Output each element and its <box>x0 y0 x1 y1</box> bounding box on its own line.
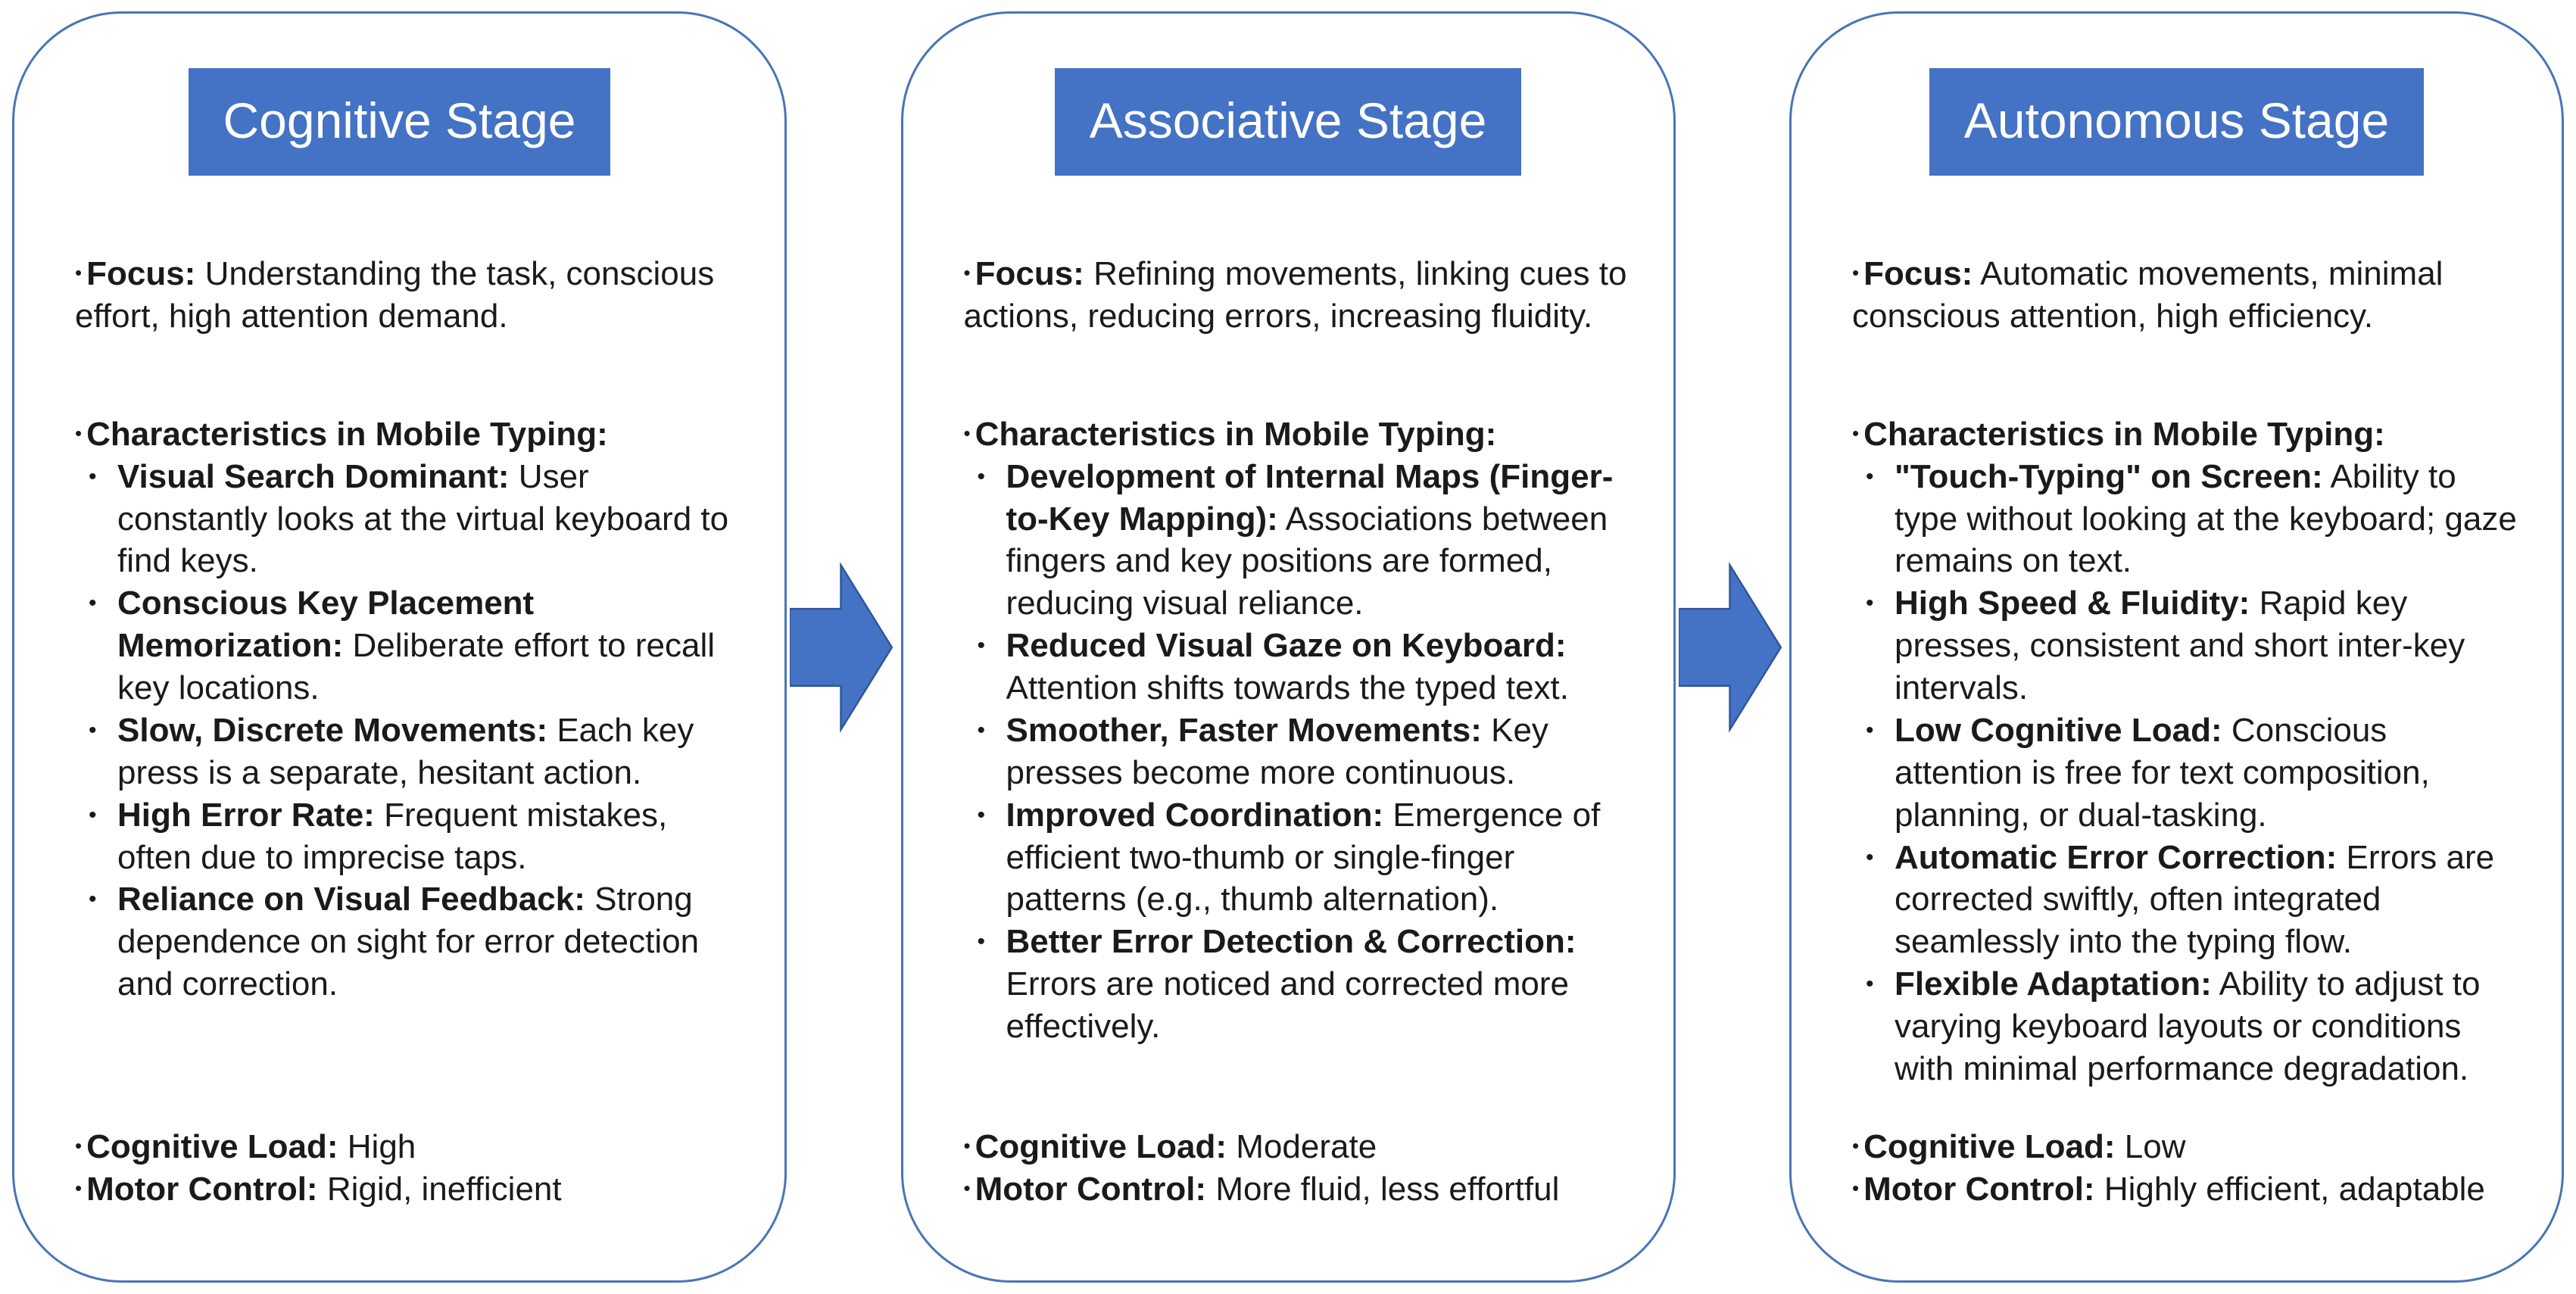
characteristic-item <box>1852 709 2524 837</box>
focus-text: Refining movements, linking cues to actions, reducing errors, increasing fluidity. <box>963 255 1627 335</box>
motor-control-line: • Motor Control: More fluid, less effortful <box>963 1171 1560 1208</box>
bullet-dot: • <box>89 591 97 616</box>
stage-title: Autonomous Stage <box>1929 68 2424 176</box>
item-text: Conscious attention is free for text composition, planning, or dual-tasking. <box>1895 711 2430 834</box>
item-label: "Touch-Typing" on Screen: <box>1895 457 2323 495</box>
bullet-dot: • <box>1866 463 1874 489</box>
item-label: Visual Search Dominant: <box>117 457 510 495</box>
bullet-dot: • <box>1866 971 1874 997</box>
panel-cognitive-stage <box>12 11 787 1283</box>
item-text: Errors are noticed and corrected more effectively. <box>1006 965 1569 1045</box>
item-label: Flexible Adaptation: <box>1895 965 2212 1003</box>
item-text: Emergence of efficient two-thumb or single-finger patterns (e.g., thumb alternation). <box>1006 796 1601 918</box>
cognitive-load-line: • Cognitive Load: Low <box>1852 1128 2186 1166</box>
item-label: Reliance on Visual Feedback: <box>117 881 585 918</box>
item-text: Associations between fingers and key positions are formed, reducing visual reliance. <box>1006 500 1608 622</box>
characteristic-item <box>964 794 1636 921</box>
bullet-dot: • <box>977 633 986 659</box>
right-arrow-icon <box>790 553 897 741</box>
bullet-dot: • <box>963 261 971 284</box>
item-text: Attention shifts towards the typed text. <box>1006 669 1570 706</box>
bullet-dot: • <box>89 463 97 489</box>
characteristics-list <box>964 456 1636 1048</box>
focus-label: Focus: <box>86 255 196 292</box>
bullet-dot: • <box>1852 1177 1860 1200</box>
bullet-dot: • <box>963 421 971 444</box>
stage-title: Associative Stage <box>1055 68 1522 176</box>
item-label: Reduced Visual Gaze on Keyboard: <box>1006 627 1567 665</box>
characteristic-item <box>964 625 1636 709</box>
characteristic-item <box>75 878 747 1006</box>
item-label: High Speed & Fluidity: <box>1895 585 2250 622</box>
characteristics-heading: • Characteristics in Mobile Typing: <box>1852 415 2385 453</box>
item-text: Deliberate effort to recall key locations. <box>117 627 716 706</box>
bullet-dot: • <box>89 802 97 828</box>
item-text: Errors are corrected swiftly, often integrated seamlessly into the typing flow. <box>1895 838 2495 961</box>
characteristic-item <box>75 582 747 709</box>
item-text: Ability to type without looking at the keyboard; gaze remains on text. <box>1895 457 2517 580</box>
right-arrow-icon <box>1679 553 1786 741</box>
item-text: Strong dependence on sight for error detection and correction. <box>117 881 700 1003</box>
characteristic-item <box>75 709 747 794</box>
summary-block <box>75 1126 747 1211</box>
item-text: Key presses become more continuous. <box>1006 711 1548 791</box>
item-text: Rapid key presses, consistent and short inter-key intervals. <box>1895 585 2465 706</box>
item-label: Conscious Key Placement Memorization: <box>117 585 535 665</box>
bullet-dot: • <box>75 1177 83 1200</box>
item-text: User constantly looks at the virtual keyboard to find keys. <box>117 457 729 580</box>
item-label: Development of Internal Maps (Finger-to-Key Mapping): <box>1006 457 1614 538</box>
bullet-dot: • <box>1852 421 1860 444</box>
summary-block <box>1852 1126 2524 1211</box>
motor-control-line: • Motor Control: Highly efficient, adaptable <box>1852 1171 2485 1208</box>
cognitive-load-line: • Cognitive Load: High <box>75 1128 416 1166</box>
characteristic-item <box>75 456 747 583</box>
focus-text: Understanding the task, conscious effort, high attention demand. <box>75 255 715 335</box>
bullet-dot: • <box>977 717 986 743</box>
bullet-dot: • <box>1866 844 1874 870</box>
bullet-dot: • <box>977 802 986 828</box>
bullet-dot: • <box>977 463 986 489</box>
characteristic-item <box>964 456 1636 625</box>
bullet-dot: • <box>1852 261 1860 284</box>
summary-block <box>964 1126 1636 1211</box>
characteristic-item <box>1852 456 2524 583</box>
characteristic-item <box>1852 582 2524 709</box>
panel-body <box>903 176 1673 1280</box>
item-label: Slow, Discrete Movements: <box>117 711 548 749</box>
bullet-dot: • <box>89 717 97 743</box>
bullet-dot: • <box>75 421 83 444</box>
item-text: Each key press is a separate, hesitant action. <box>117 711 694 791</box>
bullet-dot: • <box>1866 591 1874 616</box>
stage-header-row <box>903 68 1673 176</box>
item-label: Low Cognitive Load: <box>1895 711 2222 749</box>
panel-body <box>14 176 784 1280</box>
bullet-dot: • <box>977 929 986 955</box>
focus-label: Focus: <box>1863 255 1973 292</box>
cognitive-load-line: • Cognitive Load: Moderate <box>963 1128 1377 1166</box>
characteristic-item <box>1852 963 2524 1090</box>
stage-title: Cognitive Stage <box>189 68 611 176</box>
panel-associative-stage <box>901 11 1676 1283</box>
item-label: Better Error Detection & Correction: <box>1006 923 1576 961</box>
bullet-dot: • <box>963 1177 971 1200</box>
focus-line <box>964 253 1636 338</box>
characteristics-list <box>1852 456 2524 1090</box>
characteristic-item <box>75 794 747 879</box>
motor-control-line: • Motor Control: Rigid, inefficient <box>75 1171 562 1208</box>
characteristic-item <box>964 709 1636 794</box>
item-text: Frequent mistakes, often due to imprecise taps. <box>117 796 668 876</box>
focus-label: Focus: <box>975 255 1084 292</box>
bullet-dot: • <box>75 261 83 284</box>
focus-text: Automatic movements, minimal conscious attention, high efficiency. <box>1852 255 2443 335</box>
focus-line <box>1852 253 2524 338</box>
stage-header-row <box>1792 68 2562 176</box>
item-text: Ability to adjust to varying keyboard layouts or conditions with minimal performance degradation. <box>1895 965 2481 1087</box>
characteristics-heading: • Characteristics in Mobile Typing: <box>963 415 1497 453</box>
item-label: Improved Coordination: <box>1006 796 1384 834</box>
bullet-dot: • <box>1852 1134 1860 1158</box>
panel-body <box>1792 176 2562 1280</box>
characteristic-item <box>1852 837 2524 964</box>
bullet-dot: • <box>963 1134 971 1158</box>
characteristics-heading: • Characteristics in Mobile Typing: <box>75 415 608 453</box>
bullet-dot: • <box>89 887 97 912</box>
arrow-gap <box>787 11 901 1283</box>
bullet-dot: • <box>75 1134 83 1158</box>
stage-header-row <box>14 68 784 176</box>
characteristic-item <box>964 921 1636 1048</box>
item-label: Automatic Error Correction: <box>1895 838 2337 876</box>
bullet-dot: • <box>1866 717 1874 743</box>
focus-line <box>75 253 747 338</box>
characteristics-list <box>75 456 747 1006</box>
item-label: High Error Rate: <box>117 796 375 834</box>
item-label: Smoother, Faster Movements: <box>1006 711 1482 749</box>
panel-autonomous-stage <box>1789 11 2564 1283</box>
arrow-gap <box>1676 11 1790 1283</box>
